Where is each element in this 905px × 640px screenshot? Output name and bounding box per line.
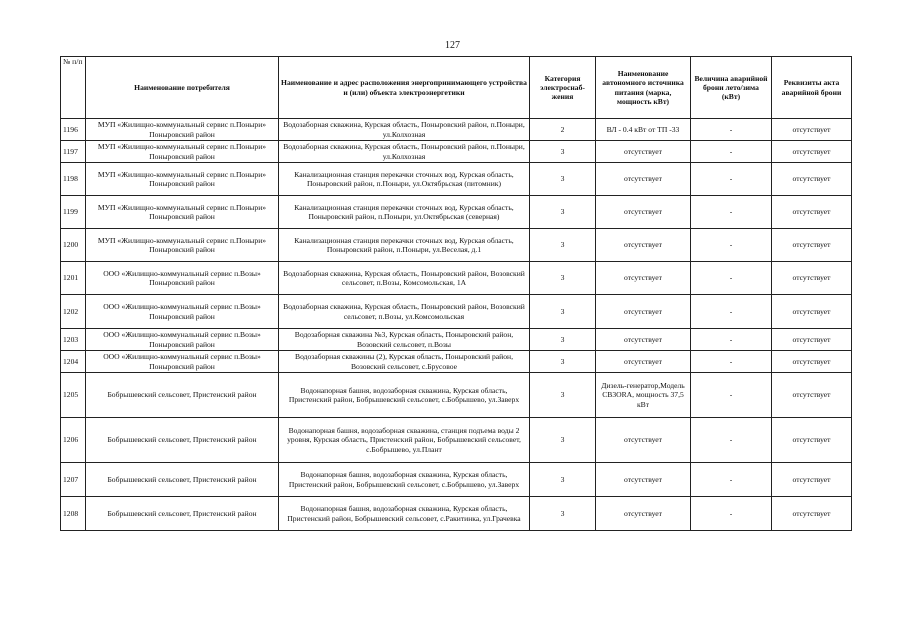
table-row — [61, 119, 852, 141]
reserve-value: - — [691, 262, 772, 295]
object-address: Канализационная станция перекачки сточных вод, Курская область, Поныровский район, п.Поныри, ул.Веселая, д.1 — [279, 229, 530, 262]
object-address: Водозаборная скважина, Курская область, Поныровский район, п.Поныри, ул.Колхозная — [279, 141, 530, 163]
supply-category: 3 — [530, 463, 596, 497]
table-row — [61, 463, 852, 497]
table-row — [61, 418, 852, 463]
supply-category: 3 — [530, 295, 596, 329]
power-source: отсутствует — [596, 163, 691, 196]
table-row — [61, 373, 852, 418]
power-source: Дизель-генератор,Модель CB3ORA, мощность 37,5 кВт — [596, 373, 691, 418]
table-row — [61, 351, 852, 373]
act-details: отсутствует — [772, 229, 852, 262]
reserve-value: - — [691, 329, 772, 351]
supply-category: 3 — [530, 229, 596, 262]
act-details: отсутствует — [772, 163, 852, 196]
power-source: отсутствует — [596, 463, 691, 497]
reserve-value: - — [691, 418, 772, 463]
supply-category: 3 — [530, 373, 596, 418]
supply-category: 3 — [530, 329, 596, 351]
act-details: отсутствует — [772, 295, 852, 329]
reserve-value: - — [691, 351, 772, 373]
row-number: 1208 — [61, 497, 86, 531]
consumer-name: ООО «Жилищно-коммунальный сервис п.Возы» Поныровский район — [86, 262, 279, 295]
act-details: отсутствует — [772, 329, 852, 351]
object-address: Водонапорная башня, водозаборная скважина, Курская область, Пристенский район, Бобрышевский сельсовет, с.Бобрышево, ул.Заверх — [279, 373, 530, 418]
power-source: отсутствует — [596, 196, 691, 229]
row-number: 1207 — [61, 463, 86, 497]
reserve-value: - — [691, 163, 772, 196]
object-address: Водонапорная башня, водозаборная скважина, Курская область, Пристенский район, Бобрышевский сельсовет, с.Ракитинка, ул.Грачевка — [279, 497, 530, 531]
row-number: 1204 — [61, 351, 86, 373]
consumer-name: ООО «Жилищно-коммунальный сервис п.Возы» Поныровский район — [86, 295, 279, 329]
power-source: отсутствует — [596, 329, 691, 351]
reserve-value: - — [691, 463, 772, 497]
object-address: Канализационная станция перекачки сточных вод, Курская область, Поныровский район, п.Поныри, ул.Октябрьская (питомник) — [279, 163, 530, 196]
power-source: отсутствует — [596, 141, 691, 163]
power-source: отсутствует — [596, 295, 691, 329]
power-source: отсутствует — [596, 229, 691, 262]
table-body — [61, 119, 852, 531]
act-details: отсутствует — [772, 119, 852, 141]
consumer-name: ООО «Жилищно-коммунальный сервис п.Возы» Поныровский район — [86, 329, 279, 351]
object-address: Канализационная станция перекачки сточных вод, Курская область, Поныровский район, п.Поныри, ул.Октябрьская (северная) — [279, 196, 530, 229]
object-address: Водозаборная скважина, Курская область, Поныровский район, Возовский сельсовет, п.Возы, Комсомольская, 1А — [279, 262, 530, 295]
header-row — [61, 57, 852, 119]
row-number: 1205 — [61, 373, 86, 418]
row-number: 1200 — [61, 229, 86, 262]
consumer-name: МУП «Жилищно-коммунальный сервис п.Поныри» Поныровский район — [86, 119, 279, 141]
act-details: отсутствует — [772, 463, 852, 497]
act-details: отсутствует — [772, 418, 852, 463]
reserve-value: - — [691, 196, 772, 229]
object-address: Водозаборная скважины (2), Курская область, Поныровский район, Возовский сельсовет, с.Брусовое — [279, 351, 530, 373]
power-source: отсутствует — [596, 351, 691, 373]
table-row — [61, 262, 852, 295]
supply-category: 3 — [530, 163, 596, 196]
power-source: ВЛ - 0.4 кВт от ТП -33 — [596, 119, 691, 141]
reserve-value: - — [691, 295, 772, 329]
act-details: отсутствует — [772, 196, 852, 229]
header-number: № п/п — [61, 57, 86, 119]
table-row — [61, 163, 852, 196]
row-number: 1201 — [61, 262, 86, 295]
table-row — [61, 329, 852, 351]
object-address: Водонапорная башня, водозаборная скважина, Курская область, Пристенский район, Бобрышевский сельсовет, с.Бобрышево, ул.Заверх — [279, 463, 530, 497]
header-object: Наименование и адрес расположения энергопринимающего устройства и (или) объекта электроэнергетики — [279, 57, 530, 119]
power-source: отсутствует — [596, 262, 691, 295]
row-number: 1196 — [61, 119, 86, 141]
supply-category: 3 — [530, 418, 596, 463]
supply-category: 3 — [530, 262, 596, 295]
table-row — [61, 229, 852, 262]
consumer-name: Бобрышевский сельсовет, Пристенский район — [86, 418, 279, 463]
supply-category: 3 — [530, 497, 596, 531]
consumer-table — [60, 56, 852, 531]
row-number: 1206 — [61, 418, 86, 463]
consumer-name: МУП «Жилищно-коммунальный сервис п.Поныри» Поныровский район — [86, 229, 279, 262]
supply-category: 3 — [530, 196, 596, 229]
header-consumer: Наименование потребителя — [86, 57, 279, 119]
supply-category: 3 — [530, 351, 596, 373]
consumer-name: Бобрышевский сельсовет, Пристенский район — [86, 373, 279, 418]
consumer-name: МУП «Жилищно-коммунальный сервис п.Поныри» Поныровский район — [86, 196, 279, 229]
act-details: отсутствует — [772, 497, 852, 531]
object-address: Водозаборная скважина, Курская область, Поныровский район, п.Поныри, ул.Колхозная — [279, 119, 530, 141]
object-address: Водозаборная скважина, Курская область, Поныровский район, Возовский сельсовет, п.Возы, ул.Комсомольская — [279, 295, 530, 329]
act-details: отсутствует — [772, 141, 852, 163]
table-row — [61, 141, 852, 163]
reserve-value: - — [691, 497, 772, 531]
consumer-name: МУП «Жилищно-коммунальный сервис п.Поныри» Поныровский район — [86, 141, 279, 163]
header-category: Категория электроснаб-жения — [530, 57, 596, 119]
consumer-name: ООО «Жилищно-коммунальный сервис п.Возы» Поныровский район — [86, 351, 279, 373]
reserve-value: - — [691, 119, 772, 141]
header-reserve: Величина аварийной брони лето/зима (кВт) — [691, 57, 772, 119]
reserve-value: - — [691, 373, 772, 418]
table-row — [61, 295, 852, 329]
row-number: 1199 — [61, 196, 86, 229]
object-address: Водозаборная скважина №3, Курская область, Поныровский район, Возовский сельсовет, п.Возы — [279, 329, 530, 351]
supply-category: 2 — [530, 119, 596, 141]
act-details: отсутствует — [772, 351, 852, 373]
consumer-name: МУП «Жилищно-коммунальный сервис п.Поныри» Поныровский район — [86, 163, 279, 196]
row-number: 1202 — [61, 295, 86, 329]
page-number: 127 — [445, 40, 460, 51]
row-number: 1197 — [61, 141, 86, 163]
reserve-value: - — [691, 229, 772, 262]
act-details: отсутствует — [772, 262, 852, 295]
reserve-value: - — [691, 141, 772, 163]
power-source: отсутствует — [596, 497, 691, 531]
row-number: 1198 — [61, 163, 86, 196]
object-address: Водонапорная башня, водозаборная скважина, станция подъема воды 2 уровня, Курская область, Пристенский район, Бобрышевский сельсовет, с.Бобрышево, ул.Плант — [279, 418, 530, 463]
consumer-name: Бобрышевский сельсовет, Пристенский район — [86, 497, 279, 531]
row-number: 1203 — [61, 329, 86, 351]
consumer-name: Бобрышевский сельсовет, Пристенский район — [86, 463, 279, 497]
table-row — [61, 497, 852, 531]
header-act: Реквизиты акта аварийной брони — [772, 57, 852, 119]
table-row — [61, 196, 852, 229]
act-details: отсутствует — [772, 373, 852, 418]
header-power-source: Наименование автономного источника питания (марка, мощность кВт) — [596, 57, 691, 119]
power-source: отсутствует — [596, 418, 691, 463]
supply-category: 3 — [530, 141, 596, 163]
